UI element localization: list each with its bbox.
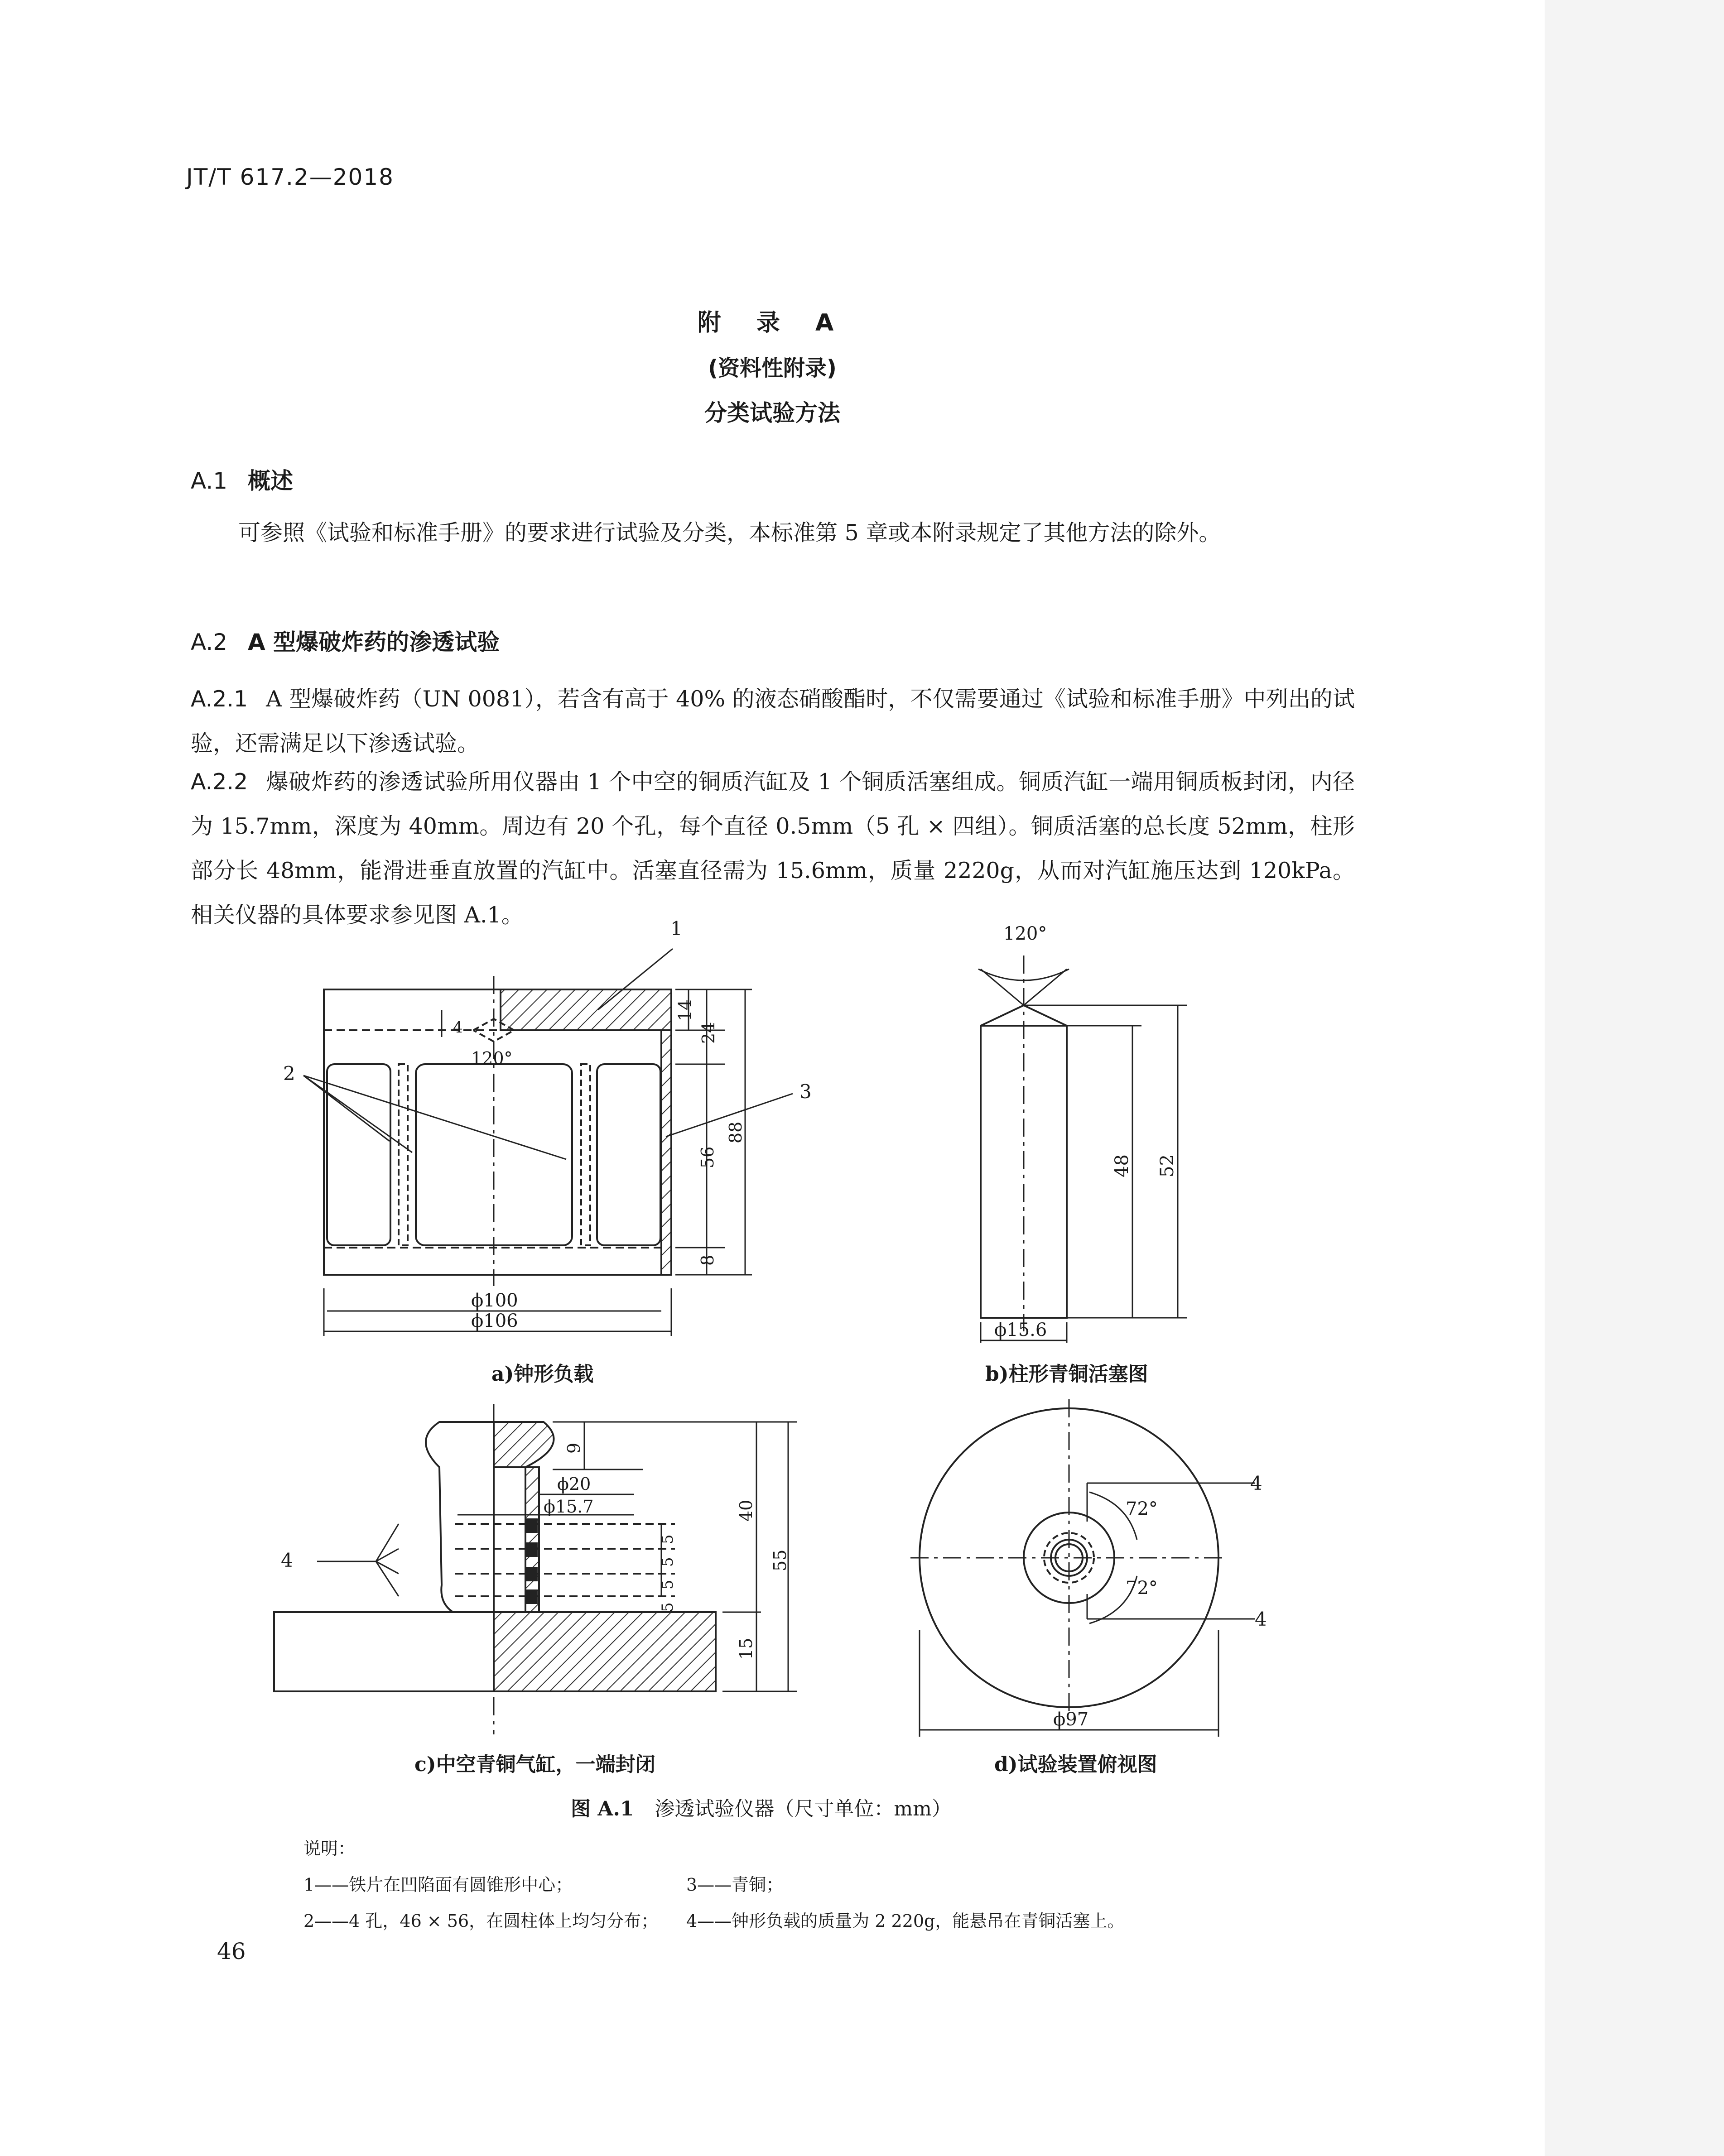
dim-phi100: ϕ100 <box>471 1290 518 1311</box>
section-title: A 型爆破炸药的渗透试验 <box>248 629 500 655</box>
legend-item: 4——钟形负载的质量为 2 220g，能悬吊在青铜活塞上。 <box>686 1911 1125 1931</box>
dim-angle-72-bottom: 72° <box>1126 1578 1158 1599</box>
subcaption-a: a)钟形负载 <box>491 1363 594 1386</box>
dim-phi15-6: ϕ15.6 <box>994 1320 1047 1340</box>
figure-title: 渗透试验仪器（尺寸单位：mm） <box>655 1797 952 1820</box>
legend-item: 1——铁片在凹陷面有圆锥形中心； <box>303 1875 573 1895</box>
dim-48: 48 <box>1112 1154 1132 1177</box>
subcaption-d: d)试验装置俯视图 <box>994 1753 1157 1776</box>
clause-number: A.2.2 <box>191 769 248 795</box>
dim-8: 8 <box>698 1254 718 1266</box>
section-number: A.2 <box>191 629 228 655</box>
drawing-b-piston <box>978 956 1187 1343</box>
legend-item: 2——4 孔，46 × 56，在圆柱体上均匀分布； <box>303 1911 659 1931</box>
dim-14: 14 <box>675 999 695 1021</box>
dim-angle-a: 120° <box>471 1048 513 1068</box>
label-4-c: 4 <box>281 1549 293 1571</box>
legend-item: 3——青铜； <box>686 1875 784 1895</box>
appendix-title: 分类试验方法 <box>704 400 840 426</box>
figure-number: 图 A.1 <box>571 1797 634 1820</box>
subcaption-c: c)中空青铜气缸，一端封闭 <box>414 1753 655 1776</box>
section-a1-text: 可参照《试验和标准手册》的要求进行试验及分类，本标准第 5 章或本附录规定了其他方法的除外。 <box>238 520 1221 546</box>
dim-5-d: 5 <box>659 1602 677 1612</box>
dim-angle-72-top: 72° <box>1126 1498 1158 1519</box>
page-number: 46 <box>217 1938 246 1964</box>
dim-5-a: 5 <box>659 1534 677 1544</box>
legend-title: 说明： <box>303 1839 356 1858</box>
dim-phi97: ϕ97 <box>1053 1709 1089 1730</box>
dim-40: 40 <box>736 1499 756 1522</box>
label-4-d-top: 4 <box>1250 1472 1262 1494</box>
dim-24: 24 <box>698 1022 718 1044</box>
section-title: 概述 <box>248 468 294 494</box>
clause-text: A 型爆破炸药（UN 0081），若含有高于 40% 的液态硝酸酯时，不仅需要通过《试验和标准手册》中列出的试验，还需满足以下渗透试验。 <box>191 686 1355 756</box>
appendix-label: 附 录 A <box>697 309 848 336</box>
dim-5-c: 5 <box>659 1580 677 1589</box>
dim-56: 56 <box>698 1146 718 1168</box>
dim-15: 15 <box>736 1637 756 1660</box>
drawing-a-bell-load <box>303 949 793 1336</box>
label-1: 1 <box>670 917 683 940</box>
dim-88: 88 <box>726 1121 746 1143</box>
dim-angle-b: 120° <box>1003 923 1047 944</box>
drawing-d-top-view <box>910 1399 1255 1737</box>
label-4-d-bottom: 4 <box>1255 1608 1267 1630</box>
clause-text: 爆破炸药的渗透试验所用仪器由 1 个中空的铜质汽缸及 1 个铜质活塞组成。铜质汽缸一端用铜质板封闭，内径为 15.7mm，深度为 40mm。周边有 20 个孔，每个直径 0.5mm（5 孔 × 四组）。铜质活塞的总长度 52mm，柱形部分长 48mm，能滑进垂直放置的汽缸中。活塞直径需为 15.6mm，质量 2220g，从而对汽缸施压达到 120kPa。相关仪器的具体要求参见图 A.1。 <box>191 769 1355 928</box>
dim-4: 4 <box>453 1018 463 1037</box>
clause-number: A.2.1 <box>191 686 248 712</box>
dim-52: 52 <box>1157 1154 1178 1177</box>
label-2: 2 <box>283 1062 295 1085</box>
figure-caption <box>571 1792 952 1821</box>
dim-phi20: ϕ20 <box>557 1474 591 1494</box>
subcaption-b: b)柱形青铜活塞图 <box>985 1363 1148 1386</box>
dim-phi15-7: ϕ15.7 <box>544 1497 594 1517</box>
appendix-type: (资料性附录) <box>708 355 837 381</box>
drawing-c-cylinder <box>274 1404 797 1734</box>
document-code-header: JT/T 617.2—2018 <box>186 164 394 190</box>
dim-9: 9 <box>564 1442 584 1454</box>
dim-phi106: ϕ106 <box>471 1311 518 1331</box>
dim-55: 55 <box>770 1549 790 1571</box>
label-3: 3 <box>799 1080 812 1103</box>
section-number: A.1 <box>191 468 228 494</box>
dim-5-b: 5 <box>659 1557 677 1567</box>
